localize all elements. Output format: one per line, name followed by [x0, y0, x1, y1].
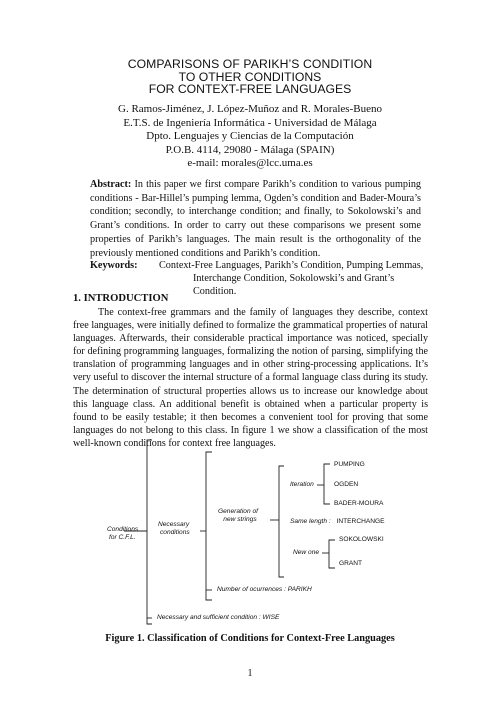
diagram-necessary-sufficient: Necessary and sufficient condition : WISE — [157, 614, 280, 621]
abstract-label: Abstract: — [90, 179, 132, 190]
main-bracket — [147, 440, 152, 624]
diagram-new-one: New one — [293, 549, 320, 556]
keywords-line-2: Interchange Condition, Sokolowski’s and Grant’s Condition. — [193, 273, 395, 297]
diagram-root-line-2: for C.F.L. — [109, 534, 136, 541]
keywords-line-1: Context-Free Languages, Parikh’s Condition, Pumping Lemmas, — [159, 260, 424, 271]
new-one-bracket — [329, 540, 335, 568]
diagram-bader-moura: BADER-MOURA — [334, 500, 384, 507]
diagram-iteration: Iteration — [290, 481, 314, 488]
figure-caption: Figure 1. Classification of Conditions for Context-Free Languages — [105, 633, 395, 644]
diagram-root-line-1: Conditions — [107, 526, 139, 533]
diagram-pumping: PUMPING — [334, 461, 365, 468]
diagram-necessary-line-2: conditions — [160, 529, 190, 536]
diagram-same-length-label: Same length : — [290, 518, 331, 525]
abstract-text: In this paper we first compare Parikh’s condition to various pumping conditions - Bar-Hillel’s pumping lemma, Ogden’s condition and Bader-Moura’s condition; secondly, to interchange condition; and finally, to Sokolowski’s and Grant’s conditions. In order to carry out these comparisons we present some properties of Parikh’s languages. The main result is the orthogonality of the previously mentioned conditions and Parikh’s condition. — [90, 179, 422, 259]
diagram-grant: GRANT — [339, 560, 363, 567]
title-line-3: FOR CONTEXT-FREE LANGUAGES — [148, 82, 352, 96]
keywords-label: Keywords: — [90, 260, 138, 271]
author-department: Dpto. Lenguajes y Ciencias de la Computación — [146, 130, 354, 143]
page-number: 1 — [247, 668, 253, 679]
section-heading: 1. INTRODUCTION — [73, 293, 169, 304]
author-email: e-mail: morales@lcc.uma.es — [187, 157, 313, 170]
author-school: E.T.S. de Ingeniería Informática - Universidad de Málaga — [123, 116, 377, 129]
author-names: G. Ramos-Jiménez, J. López-Muñoz and R. Morales-Bueno — [118, 103, 382, 115]
diagram-generation-line-2: new strings — [223, 516, 257, 523]
diagram-generation — [218, 508, 258, 524]
author-address: P.O.B. 4114, 29080 - Málaga (SPAIN) — [165, 143, 335, 156]
diagram-necessary — [158, 521, 190, 537]
diagram-same-length — [290, 518, 385, 526]
diagram-sokolowski: SOKOLOWSKI — [339, 536, 384, 543]
diagram-generation-line-1: Generation of — [218, 508, 258, 515]
diagram-root — [107, 526, 138, 542]
generation-bracket — [279, 466, 284, 577]
necessary-bracket — [206, 452, 212, 600]
diagram-occurrences: Number of ocurrences : PARIKH — [217, 586, 312, 593]
introduction-paragraph: The context-free grammars and the family of languages they describe, context free languages, were initially defined to formalize the grammatical properties of natural languages. Afterwards, their considerable practical importance was noticed, specially for defining programming languages, formalizing the notion of parsing, simplifying the translation of programming languages and in other string-processing applications. It’s very useful to discover the internal structure of a formal language class during its study. The determination of structural properties allows us to increase our knowledge about this language class. An additional benefit is obtained when a particular property is found to be easily testable; it then becomes a convenient tool for proving that some languages do not belong to this class. In figure 1 we show a classification of the most well-known conditions for context free languages. — [73, 307, 428, 449]
diagram-interchange: INTERCHANGE — [336, 518, 385, 525]
title-line-2: TO OTHER CONDITIONS — [178, 69, 322, 84]
diagram-ogden: OGDEN — [334, 481, 359, 488]
diagram-necessary-line-1: Necessary — [158, 521, 190, 528]
iteration-bracket — [324, 464, 330, 504]
title-line-1: COMPARISONS OF PARIKH’S CONDITION — [127, 57, 373, 71]
